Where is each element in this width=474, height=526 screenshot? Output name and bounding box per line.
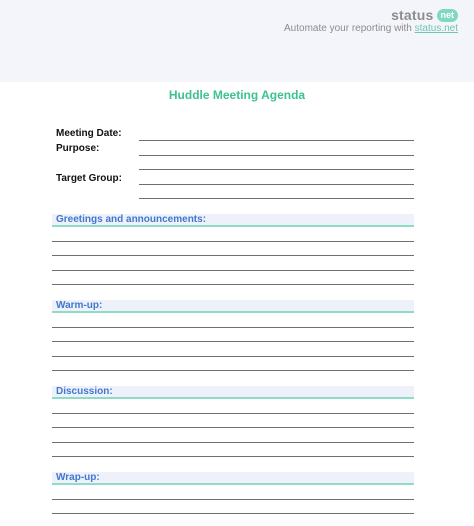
section-wrapup-rule [52,483,414,485]
warmup-line[interactable] [52,370,414,371]
tagline-text: Automate your reporting with [284,23,415,34]
status-net-logo[interactable] [391,7,458,23]
greetings-line[interactable] [52,255,414,256]
warmup-line[interactable] [52,327,414,328]
section-warmup-rule [52,311,414,313]
greetings-line[interactable] [52,284,414,285]
discussion-line[interactable] [52,456,414,457]
section-greetings-rule [52,225,414,227]
target-group-line[interactable] [139,184,414,185]
greetings-line[interactable] [52,270,414,271]
purpose-label: Purpose: [56,143,100,154]
header-band [0,0,474,82]
meeting-date-label: Meeting Date: [56,128,122,139]
section-greetings-label: Greetings and announcements: [56,214,207,225]
purpose-line[interactable] [139,155,414,156]
section-discussion-label: Discussion: [56,386,113,397]
section-discussion-rule [52,397,414,399]
purpose-line-2[interactable] [139,169,414,170]
tagline-link[interactable]: status.net [414,23,458,34]
wrapup-line[interactable] [52,513,414,514]
discussion-line[interactable] [52,427,414,428]
target-group-line-2[interactable] [139,198,414,199]
meeting-date-line[interactable] [139,140,414,141]
section-warmup-label: Warm-up: [56,300,103,311]
logo-badge: net [437,9,459,22]
discussion-line[interactable] [52,442,414,443]
target-group-label: Target Group: [56,173,122,184]
tagline [284,23,458,34]
wrapup-line[interactable] [52,499,414,500]
section-wrapup-label: Wrap-up: [56,472,100,483]
page-title: Huddle Meeting Agenda [168,88,306,102]
logo-word: status [391,7,434,23]
warmup-line[interactable] [52,356,414,357]
warmup-line[interactable] [52,341,414,342]
greetings-line[interactable] [52,241,414,242]
discussion-line[interactable] [52,413,414,414]
